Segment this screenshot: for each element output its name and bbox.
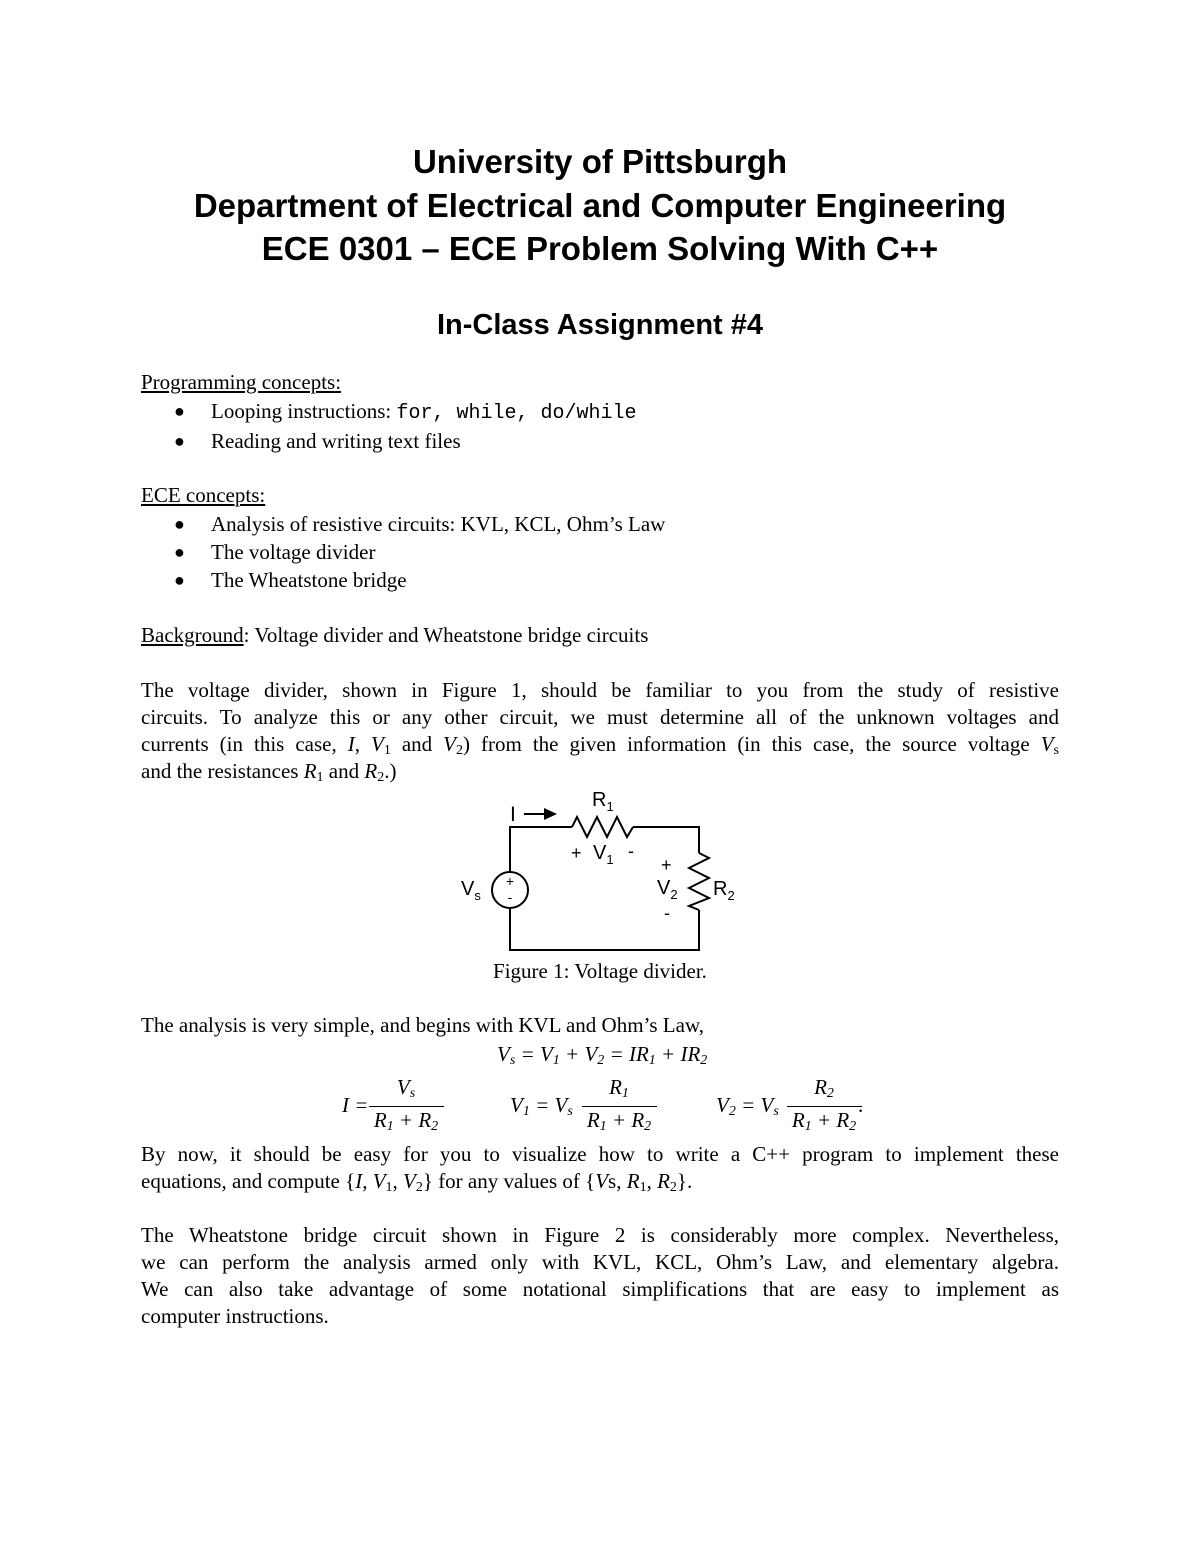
paragraph-line: we can perform the analysis armed only with KVL, KCL, Ohm’s Law, and elementary algebra. [141, 1250, 1059, 1274]
source-minus: - [507, 889, 513, 905]
fraction-bar [582, 1106, 657, 1107]
v1-label: $V_1$ [593, 842, 614, 867]
wire-top-right [633, 827, 699, 853]
background-line: Background: Voltage divider and Wheatstone bridge circuits [141, 623, 649, 647]
v2-minus: - [664, 903, 670, 923]
arrow-right-icon [544, 808, 557, 820]
department-title: Department of Electrical and Computer Engineering [193, 187, 1007, 224]
paragraph-line: computer instructions. [141, 1304, 329, 1328]
paragraph-line: equations, and compute {I, $V_1$, $V_2$} for any values of {Vs, $R_1$, $R_2$}. [141, 1169, 693, 1195]
wire-bottom [510, 908, 699, 950]
fraction-denominator: $R_1 + R_2$ [586, 1108, 652, 1134]
bullet-icon: ● [174, 514, 185, 534]
list-item: Reading and writing text files [211, 429, 461, 453]
paragraph-line: The Wheatstone bridge circuit shown in Figure 2 is considerably more complex. Nevertheless, [141, 1223, 1059, 1247]
intro-paragraph [141, 677, 1059, 785]
paragraph-line: currents (in this case, I, $V_1$ and $V_2$) from the given information (in this case, the source voltage $V_s$ [141, 732, 1059, 758]
voltage-divider-circuit [440, 780, 760, 960]
paragraph-line: and the resistances $R_1$ and $R_2$.) [141, 759, 397, 785]
list-item: The voltage divider [211, 540, 376, 564]
list-item: The Wheatstone bridge [211, 568, 407, 592]
paragraph-line: circuits. To analyze this or any other circuit, we must determine all of the unknown voltages and [141, 705, 1059, 729]
v2-label: $V_2$ [657, 877, 678, 902]
fraction-numerator: $V_s$ [396, 1075, 416, 1101]
bullet-icon: ● [174, 570, 185, 590]
bullet-icon: ● [174, 431, 185, 451]
fraction-numerator: $R_2$ [814, 1075, 834, 1101]
list-item: Looping instructions: for, while, do/while [211, 399, 637, 425]
fraction-bar [369, 1106, 444, 1107]
v2-equation-lhs: $V_2 = V_s$ [716, 1093, 779, 1119]
wheatstone-paragraph [141, 1222, 1059, 1330]
v1-minus: - [628, 841, 634, 861]
analysis-intro: The analysis is very simple, and begins with KVL and Ohm’s Law, [141, 1013, 705, 1037]
visualize-paragraph [141, 1141, 1059, 1195]
paragraph-line: We can also take advantage of some notational simplifications that are easy to implement as [141, 1277, 1059, 1301]
fraction-numerator: $R_1$ [609, 1075, 629, 1101]
resistor-r2-icon [689, 853, 709, 910]
current-label: I [510, 803, 516, 826]
v1-plus: + [571, 843, 582, 863]
equation-period: . [858, 1093, 864, 1117]
assignment-title: In-Class Assignment #4 [436, 309, 764, 341]
course-title: ECE 0301 – ECE Problem Solving With C++ [261, 230, 939, 267]
source-plus: + [505, 873, 515, 889]
fraction-denominator: $R_1 + R_2$ [791, 1108, 857, 1134]
current-equation-lhs: I = [342, 1093, 369, 1117]
r2-label: $R_2$ [713, 878, 735, 903]
bullet-icon: ● [174, 401, 185, 421]
paragraph-line: The voltage divider, shown in Figure 1, should be familiar to you from the study of resistive [141, 678, 1059, 702]
kvl-equation: $V_s = V_1 + V_2 = IR_1 + IR_2$ [497, 1042, 708, 1068]
v1-equation-lhs: $V_1 = V_s$ [510, 1093, 573, 1119]
fraction-denominator: $R_1 + R_2$ [373, 1108, 439, 1134]
r1-label: $R_1$ [592, 789, 614, 814]
bullet-icon: ● [174, 542, 185, 562]
figure-caption: Figure 1: Voltage divider. [493, 959, 707, 983]
ece-concepts-heading: ECE concepts: [141, 483, 266, 507]
v2-plus: + [661, 855, 672, 875]
list-item: Analysis of resistive circuits: KVL, KCL, Ohm’s Law [211, 512, 666, 536]
paragraph-line: By now, it should be easy for you to visualize how to write a C++ program to implement these [141, 1142, 1059, 1166]
university-title: University of Pittsburgh [412, 143, 788, 180]
vs-label: $V_s$ [461, 878, 481, 903]
programming-concepts-heading: Programming concepts: [141, 370, 342, 394]
fraction-bar [787, 1106, 862, 1107]
wire-top-left [510, 827, 572, 872]
resistor-r1-icon [572, 817, 633, 837]
